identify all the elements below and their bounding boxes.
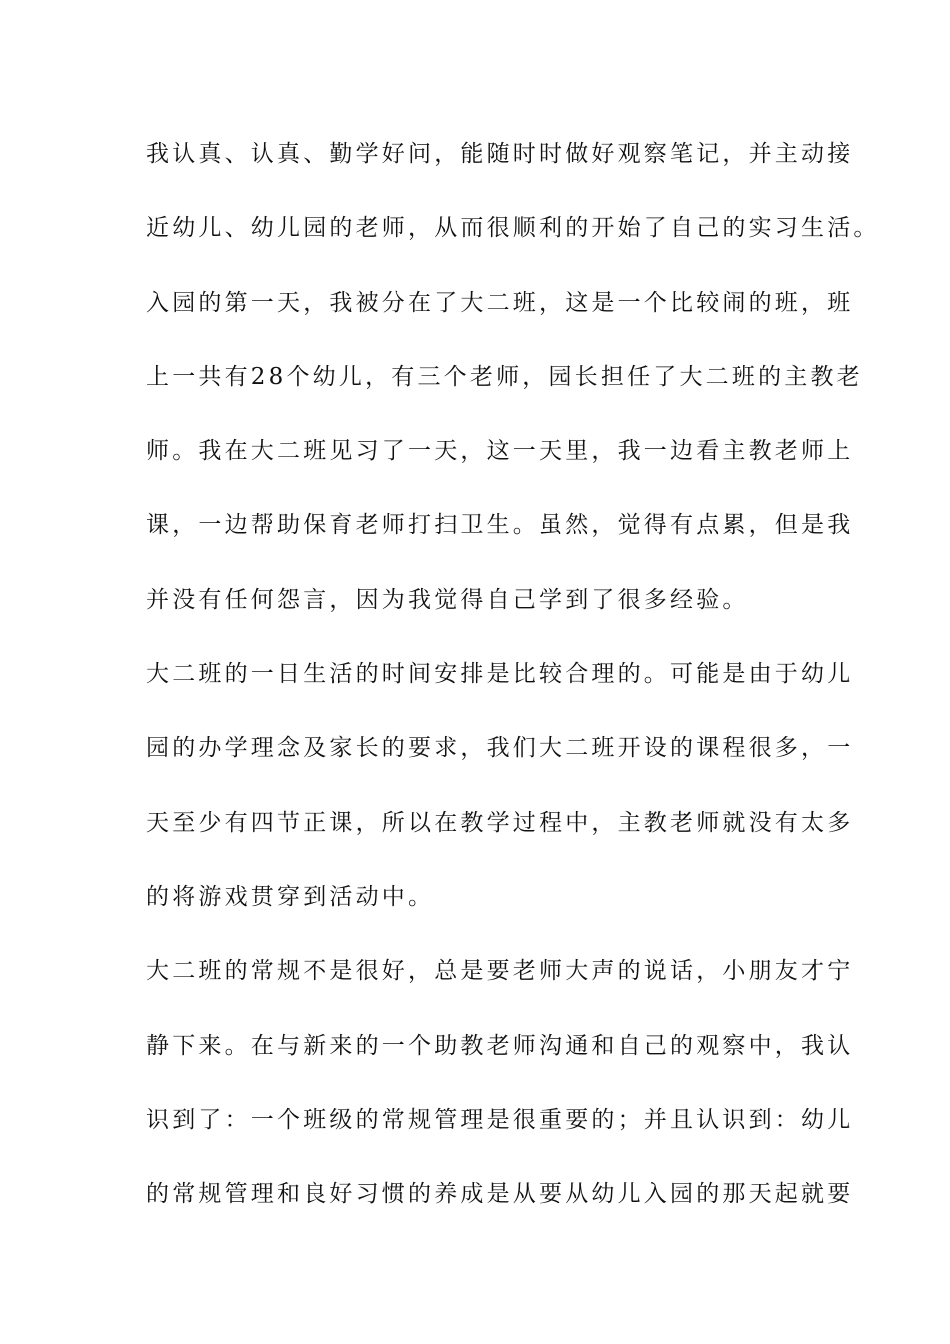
text-line: 我认真、认真、勤学好问，能随时时做好观察笔记，并主动接 (146, 141, 854, 167)
text-line: 的常规管理和良好习惯的养成是从要从幼儿入园的那天起就要 (146, 1181, 854, 1208)
text-line: 天至少有四节正课，所以在教学过程中，主教老师就没有太多 (146, 809, 854, 836)
text-line: 课，一边帮助保育老师打扫卫生。虽然，觉得有点累，但是我 (146, 512, 854, 539)
text-line: 园的办学理念及家长的要求，我们大二班开设的课程很多，一 (146, 735, 854, 762)
document-body (146, 129, 880, 1243)
text-line: 近幼儿、幼儿园的老师，从而很顺利的开始了自己的实习生活。 (146, 215, 880, 242)
text-line: 上一共有28个幼儿，有三个老师，园长担任了大二班的主教老 (146, 363, 863, 390)
text-line: 入园的第一天，我被分在了大二班，这是一个比较闹的班，班 (146, 289, 854, 316)
text-line: 的将游戏贯穿到活动中。 (146, 883, 435, 910)
text-line: 识到了：一个班级的常规管理是很重要的；并且认识到：幼儿 (146, 1106, 854, 1133)
text-line: 师。我在大二班见习了一天，这一天里，我一边看主教老师上 (146, 438, 854, 465)
text-line: 静下来。在与新来的一个助教老师沟通和自己的观察中，我认 (146, 1032, 854, 1059)
text-line: 大二班的一日生活的时间安排是比较合理的。可能是由于幼儿 (146, 661, 854, 688)
text-line: 并没有任何怨言，因为我觉得自己学到了很多经验。 (146, 586, 749, 613)
text-line: 大二班的常规不是很好，总是要老师大声的说话，小朋友才宁 (146, 958, 854, 985)
